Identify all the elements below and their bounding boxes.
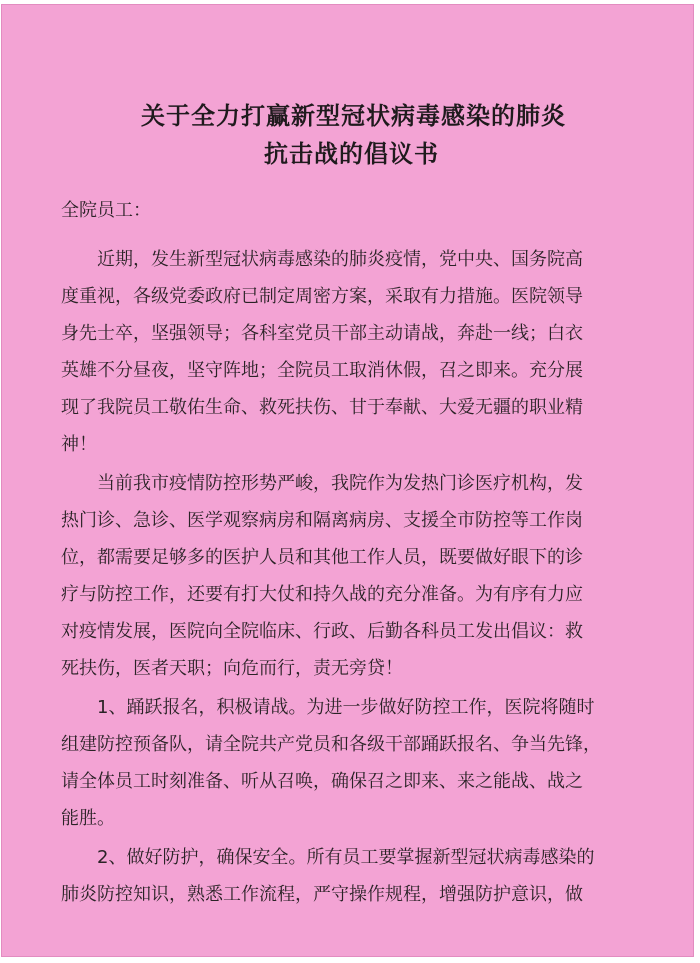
document-page [1, 4, 694, 957]
paragraph-2-line-6: 死扶伤，医者天职；向危而行，责无旁贷！ [61, 658, 403, 679]
paragraph-1-line-5: 现了我院员工敬佑生命、救死扶伤、甘于奉献、大爱无疆的职业精 [61, 397, 583, 418]
paragraph-3-line-4: 能胜。 [61, 808, 115, 829]
title-line-1: 关于全力打赢新型冠状病毒感染的肺炎 [141, 101, 566, 130]
paragraph-2-line-3: 位，都需要足够多的医护人员和其他工作人员，既要做好眼下的诊 [61, 547, 583, 568]
paragraph-3-line-1: 1、踊跃报名，积极请战。为进一步做好防控工作，医院将随时 [97, 697, 595, 718]
paragraph-1-line-1: 近期，发生新型冠状病毒感染的肺炎疫情，党中央、国务院高 [97, 249, 583, 270]
paragraph-2-line-5: 对疫情发展，医院向全院临床、行政、后勤各科员工发出倡议：救 [61, 621, 583, 642]
paragraph-1-line-2: 度重视，各级党委政府已制定周密方案，采取有力措施。医院领导 [61, 286, 583, 307]
paragraph-2-line-2: 热门诊、急诊、医学观察病房和隔离病房、支援全市防控等工作岗 [61, 510, 583, 531]
paragraph-3-line-3: 请全体员工时刻准备、听从召唤，确保召之即来、来之能战、战之 [61, 771, 583, 792]
paragraph-4-line-2: 肺炎防控知识，熟悉工作流程，严守操作规程，增强防护意识，做 [61, 884, 583, 905]
document-title [2, 97, 694, 173]
paragraph-3-line-2: 组建防控预备队，请全院共产党员和各级干部踊跃报名、争当先锋， [61, 734, 601, 755]
paragraph-1-line-3: 身先士卒，坚强领导；各科室党员干部主动请战，奔赴一线；白衣 [61, 323, 583, 344]
paragraph-4-line-1: 2、做好防护，确保安全。所有员工要掌握新型冠状病毒感染的 [97, 847, 595, 868]
salutation: 全院员工： [61, 200, 151, 221]
paragraph-1-line-4: 英雄不分昼夜，坚守阵地；全院员工取消休假，召之即来。充分展 [61, 360, 583, 381]
paragraph-2-line-4: 疗与防控工作，还要有打大仗和持久战的充分准备。为有序有力应 [61, 584, 583, 605]
title-line-2: 抗击战的倡议书 [264, 139, 439, 168]
paragraph-1-line-6: 神！ [61, 434, 97, 455]
paragraph-2-line-1: 当前我市疫情防控形势严峻，我院作为发热门诊医疗机构，发 [97, 473, 583, 494]
